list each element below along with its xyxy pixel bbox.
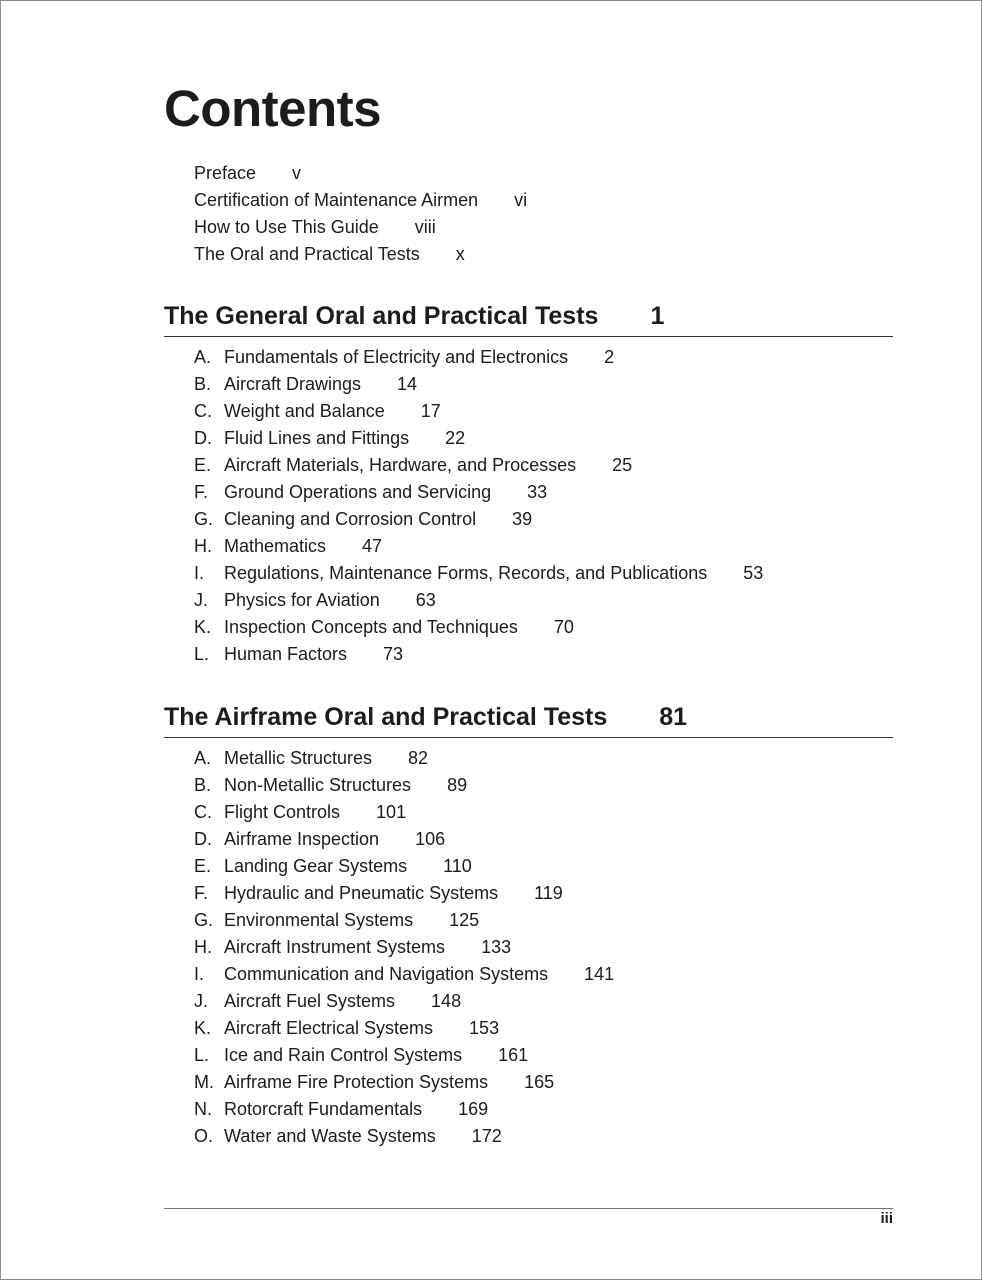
toc-entry[interactable] <box>194 614 893 641</box>
toc-entry[interactable] <box>194 344 893 371</box>
entry-page: 47 <box>362 536 383 556</box>
entry-label: Ice and Rain Control Systems <box>224 1045 463 1065</box>
toc-entry[interactable] <box>194 772 893 799</box>
entry-letter: C. <box>194 802 212 822</box>
entry-letter: B. <box>194 775 212 795</box>
entry-page: 73 <box>383 644 404 664</box>
entry-page: 161 <box>498 1045 529 1065</box>
section-title: The Airframe Oral and Practical Tests <box>164 703 608 731</box>
entry-letter: H. <box>194 536 212 556</box>
entry-letter: F. <box>194 482 209 502</box>
entry-page: 22 <box>445 428 466 448</box>
entry-letter: H. <box>194 937 212 957</box>
toc-entry[interactable] <box>194 826 893 853</box>
entry-page: 89 <box>447 775 468 795</box>
entry-label: Non-Metallic Structures <box>224 775 412 795</box>
front-matter-label: How to Use This Guide <box>194 217 379 237</box>
toc-entry[interactable] <box>194 934 893 961</box>
footer-divider <box>164 1208 893 1209</box>
entry-letter: O. <box>194 1126 214 1146</box>
entry-label: Airframe Fire Protection Systems <box>224 1072 489 1092</box>
entry-label: Hydraulic and Pneumatic Systems <box>224 883 499 903</box>
toc-entry[interactable] <box>194 988 893 1015</box>
entry-letter: E. <box>194 455 212 475</box>
entry-label: Environmental Systems <box>224 910 414 930</box>
front-matter-label: Certification of Maintenance Airmen <box>194 190 479 210</box>
toc-entry[interactable] <box>194 799 893 826</box>
toc-entry[interactable] <box>194 452 893 479</box>
entry-label: Cleaning and Corrosion Control <box>224 509 477 529</box>
entry-page: 53 <box>743 563 764 583</box>
toc-entry[interactable] <box>194 398 893 425</box>
entry-letter: G. <box>194 509 214 529</box>
toc-entry[interactable] <box>194 1123 893 1150</box>
section-heading[interactable] <box>164 298 893 337</box>
entry-page: 148 <box>431 991 462 1011</box>
entry-page: 70 <box>553 617 574 637</box>
entry-page: 17 <box>420 401 441 421</box>
entry-letter: D. <box>194 829 212 849</box>
entry-letter: I. <box>194 563 205 583</box>
entry-page: 125 <box>449 910 480 930</box>
front-matter-label: Preface <box>194 163 257 183</box>
entry-page: 119 <box>534 883 563 903</box>
entry-label: Regulations, Maintenance Forms, Records, and Publications <box>224 563 708 583</box>
entry-label: Flight Controls <box>224 802 341 822</box>
section-title: The General Oral and Practical Tests <box>164 302 599 330</box>
entry-letter: D. <box>194 428 212 448</box>
entry-letter: A. <box>194 347 212 367</box>
entry-letter: E. <box>194 856 212 876</box>
front-matter-page: vi <box>514 190 528 210</box>
toc-entry[interactable] <box>194 641 893 668</box>
toc-entry[interactable] <box>194 1042 893 1069</box>
toc-entry[interactable] <box>194 1069 893 1096</box>
toc-entry[interactable] <box>194 745 893 772</box>
entry-label: Mathematics <box>224 536 327 556</box>
entry-label: Aircraft Instrument Systems <box>224 937 446 957</box>
entry-page: 25 <box>612 455 633 475</box>
entry-letter: A. <box>194 748 212 768</box>
entry-label: Landing Gear Systems <box>224 856 408 876</box>
page-number: iii <box>880 1210 893 1227</box>
toc-entry[interactable] <box>194 1015 893 1042</box>
front-matter-item[interactable] <box>194 241 894 268</box>
entry-label: Airframe Inspection <box>224 829 380 849</box>
entry-label: Aircraft Materials, Hardware, and Processes <box>224 455 577 475</box>
toc-entry[interactable] <box>194 506 893 533</box>
entry-label: Aircraft Electrical Systems <box>224 1018 434 1038</box>
section-entry-list <box>194 745 893 1150</box>
toc-entry[interactable] <box>194 533 893 560</box>
entry-page: 14 <box>397 374 418 394</box>
toc-entry[interactable] <box>194 371 893 398</box>
section-page: 1 <box>650 302 665 330</box>
entry-label: Physics for Aviation <box>224 590 380 610</box>
front-matter-label: The Oral and Practical Tests <box>194 244 420 264</box>
entry-label: Fundamentals of Electricity and Electronics <box>224 347 569 367</box>
front-matter-page: x <box>455 244 465 264</box>
entry-label: Weight and Balance <box>224 401 385 421</box>
entry-letter: J. <box>194 590 209 610</box>
section-heading[interactable] <box>164 699 893 738</box>
entry-page: 141 <box>584 964 615 984</box>
front-matter-page: v <box>292 163 302 183</box>
entry-page: 39 <box>512 509 533 529</box>
front-matter-item[interactable] <box>194 214 894 241</box>
front-matter-list <box>194 160 894 268</box>
front-matter-item[interactable] <box>194 187 894 214</box>
entry-label: Aircraft Drawings <box>224 374 362 394</box>
front-matter-item[interactable] <box>194 160 894 187</box>
entry-letter: B. <box>194 374 212 394</box>
entry-letter: L. <box>194 644 210 664</box>
entry-letter: K. <box>194 1018 212 1038</box>
entry-page: 33 <box>527 482 548 502</box>
toc-entry[interactable] <box>194 587 893 614</box>
entry-label: Communication and Navigation Systems <box>224 964 549 984</box>
entry-label: Human Factors <box>224 644 348 664</box>
entry-letter: C. <box>194 401 212 421</box>
entry-page: 172 <box>471 1126 502 1146</box>
section-general <box>164 298 893 668</box>
entry-page: 169 <box>458 1099 489 1119</box>
toc-entry[interactable] <box>194 961 893 988</box>
section-airframe <box>164 699 893 1150</box>
entry-letter: K. <box>194 617 212 637</box>
entry-label: Aircraft Fuel Systems <box>224 991 396 1011</box>
entry-page: 101 <box>376 802 407 822</box>
entry-page: 2 <box>604 347 615 367</box>
page-title: Contents <box>164 80 381 137</box>
entry-letter: L. <box>194 1045 210 1065</box>
entry-letter: F. <box>194 883 209 903</box>
entry-label: Metallic Structures <box>224 748 373 768</box>
entry-page: 63 <box>415 590 436 610</box>
entry-label: Ground Operations and Servicing <box>224 482 492 502</box>
entry-letter: M. <box>194 1072 214 1092</box>
toc-entry[interactable] <box>194 1096 893 1123</box>
section-entry-list <box>194 344 893 668</box>
toc-entry[interactable] <box>194 880 893 907</box>
toc-entry[interactable] <box>194 479 893 506</box>
entry-label: Water and Waste Systems <box>224 1126 436 1146</box>
entry-label: Inspection Concepts and Techniques <box>224 617 518 637</box>
entry-letter: G. <box>194 910 214 930</box>
toc-entry[interactable] <box>194 560 893 587</box>
entry-page: 165 <box>524 1072 555 1092</box>
entry-letter: J. <box>194 991 209 1011</box>
toc-entry[interactable] <box>194 425 893 452</box>
entry-label: Fluid Lines and Fittings <box>224 428 410 448</box>
entry-letter: N. <box>194 1099 212 1119</box>
entry-label: Rotorcraft Fundamentals <box>224 1099 423 1119</box>
entry-letter: I. <box>194 964 205 984</box>
toc-entry[interactable] <box>194 853 893 880</box>
entry-page: 106 <box>415 829 446 849</box>
entry-page: 153 <box>469 1018 500 1038</box>
front-matter-page: viii <box>414 217 436 237</box>
toc-entry[interactable] <box>194 907 893 934</box>
entry-page: 110 <box>443 856 472 876</box>
section-page: 81 <box>659 703 688 731</box>
entry-page: 133 <box>481 937 512 957</box>
entry-page: 82 <box>408 748 429 768</box>
